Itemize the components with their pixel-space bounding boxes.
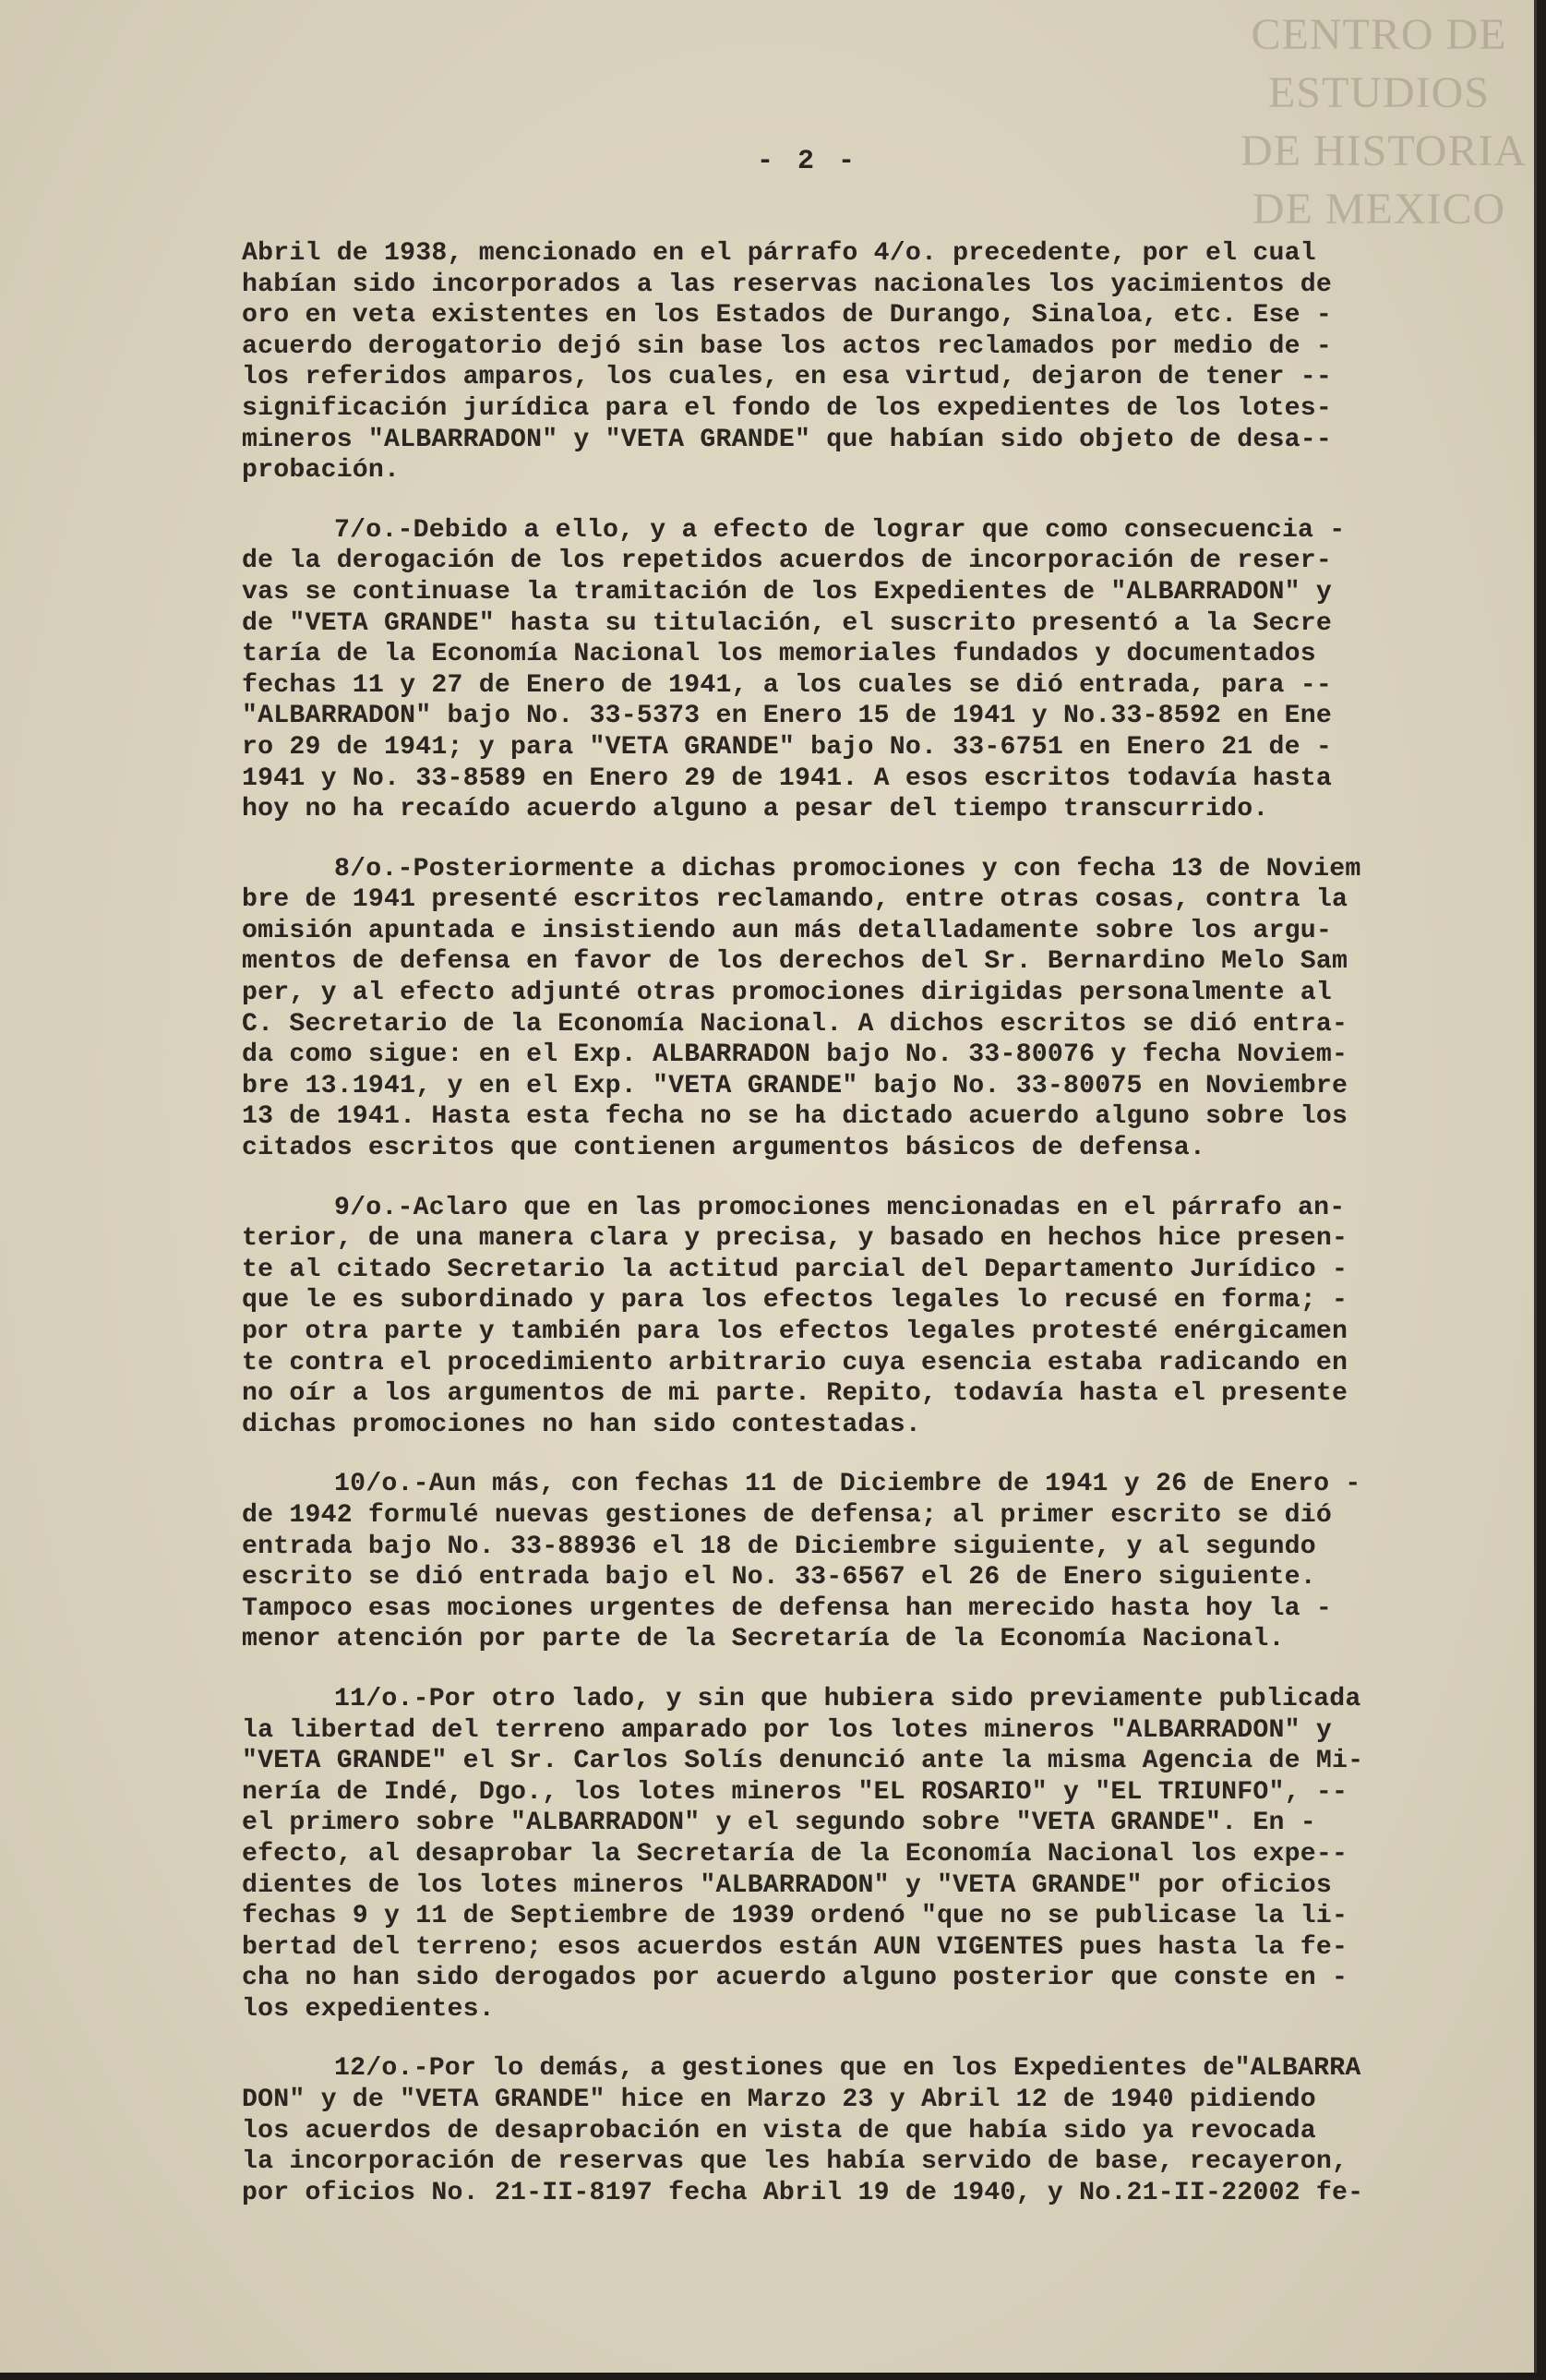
text-line: la libertad del terreno amparado por los lotes mineros "ALBARRADON" y (242, 1715, 1332, 1745)
text-line: 8/o.-Posteriormente a dichas promociones y con fecha 13 de Noviem (334, 854, 1361, 883)
text-line: hoy no ha recaído acuerdo alguno a pesar del tiempo transcurrido. (242, 795, 1269, 824)
text-line: escrito se dió entrada bajo el No. 33-6567 el 26 de Enero siguiente. (242, 1563, 1316, 1593)
text-line: los referidos amparos, los cuales, en esa virtud, dejaron de tener -- (242, 363, 1332, 392)
text-line: los acuerdos de desaprobación en vista de que había sido ya revocada (242, 2116, 1316, 2146)
text-line: "VETA GRANDE" el Sr. Carlos Solís denunció ante la misma Agencia de Mi- (242, 1747, 1364, 1776)
watermark-line: CENTRO DE (1251, 10, 1507, 59)
text-line: C. Secretario de la Economía Nacional. A dichos escritos se dió entra- (242, 1009, 1348, 1039)
text-line: Abril de 1938, mencionado en el párrafo 4/o. precedente, por el cual (242, 239, 1316, 268)
text-line: te al citado Secretario la actitud parcial del Departamento Jurídico - (242, 1255, 1348, 1284)
text-line: 9/o.-Aclaro que en las promociones mencionadas en el párrafo an- (334, 1193, 1346, 1222)
archive-watermark (1240, 0, 1528, 238)
text-line: "ALBARRADON" bajo No. 33-5373 en Enero 15 de 1941 y No.33-8592 en Ene (242, 702, 1332, 731)
text-line: acuerdo derogatorio dejó sin base los actos reclamados por medio de - (242, 331, 1332, 361)
text-line: mineros "ALBARRADON" y "VETA GRANDE" que habían sido objeto de desa-- (242, 425, 1332, 454)
paragraph-2 (242, 515, 1529, 825)
paragraph-1 (242, 238, 1529, 487)
text-line: por otra parte y también para los efectos legales protesté enérgicamen (242, 1317, 1348, 1346)
text-line: los expedientes. (242, 1994, 495, 2024)
text-line: habían sido incorporados a las reservas nacionales los yacimientos de (242, 270, 1332, 299)
text-line: entrada bajo No. 33-88936 el 18 de Diciembre siguiente, y al segundo (242, 1532, 1316, 1561)
text-line: taría de la Economía Nacional los memoriales fundados y documentados (242, 640, 1316, 669)
text-line: no oír a los argumentos de mi parte. Repito, todavía hasta el presente (242, 1379, 1348, 1409)
text-line: te contra el procedimiento arbitrario cuya esencia estaba radicando en (242, 1348, 1348, 1377)
text-line: probación. (242, 456, 401, 486)
text-line: bre 13.1941, y en el Exp. "VETA GRANDE" bajo No. 33-80075 en Noviembre (242, 1071, 1348, 1100)
text-line: 10/o.-Aun más, con fechas 11 de Diciembre de 1941 y 26 de Enero - (334, 1470, 1361, 1499)
text-line: Tampoco esas mociones urgentes de defensa han merecido hasta hoy la - (242, 1593, 1332, 1623)
text-line: 7/o.-Debido a ello, y a efecto de lograr que como consecuencia - (334, 515, 1346, 545)
text-line: fechas 9 y 11 de Septiembre de 1939 ordenó "que no se publicase la li- (242, 1902, 1348, 1931)
text-line: per, y al efecto adjunté otras promociones dirigidas personalmente al (242, 979, 1332, 1008)
watermark-line: DE MEXICO (1252, 185, 1506, 234)
text-line: vas se continuase la tramitación de los Expedientes de "ALBARRADON" y (242, 577, 1332, 607)
text-line: nería de Indé, Dgo., los lotes mineros "EL ROSARIO" y "EL TRIUNFO", -- (242, 1777, 1348, 1807)
text-line: de 1942 formulé nuevas gestiones de defensa; al primer escrito se dió (242, 1500, 1332, 1530)
text-line: fechas 11 y 27 de Enero de 1941, a los cuales se dió entrada, para -- (242, 670, 1332, 700)
text-line: terior, de una manera clara y precisa, y basado en hechos hice presen- (242, 1224, 1348, 1254)
text-line: 12/o.-Por lo demás, a gestiones que en los Expedientes de"ALBARRA (334, 2054, 1361, 2084)
text-line: de "VETA GRANDE" hasta su titulación, el suscrito presentó a la Secre (242, 608, 1332, 638)
text-line: ro 29 de 1941; y para "VETA GRANDE" bajo No. 33-6751 en Enero 21 de - (242, 732, 1332, 762)
page-number: - 2 - (757, 146, 859, 177)
text-line: dientes de los lotes mineros "ALBARRADON" y "VETA GRANDE" por oficios (242, 1870, 1332, 1900)
text-line: da como sigue: en el Exp. ALBARRADON bajo No. 33-80076 y fecha Noviem- (242, 1040, 1348, 1070)
text-line: oro en veta existentes en los Estados de Durango, Sinaloa, etc. Ese - (242, 301, 1332, 331)
watermark-line: ESTUDIOS (1267, 68, 1490, 117)
text-line: 11/o.-Por otro lado, y sin que hubiera sido previamente publicada (334, 1684, 1361, 1713)
text-line: la incorporación de reservas que les había servido de base, recayeron, (242, 2147, 1348, 2177)
text-line: citados escritos que contienen argumentos básicos de defensa. (242, 1134, 1206, 1163)
typed-body (242, 238, 1529, 2237)
text-line: dichas promociones no han sido contestadas. (242, 1410, 921, 1439)
paragraph-4 (242, 1193, 1529, 1441)
text-line: efecto, al desaprobar la Secretaría de la Economía Nacional los expe-- (242, 1839, 1348, 1869)
paragraph-5 (242, 1469, 1529, 1655)
text-line: que le es subordinado y para los efectos legales lo recusé en forma; - (242, 1286, 1348, 1316)
text-line: omisión apuntada e insistiendo aun más detalladamente sobre los argu- (242, 916, 1332, 945)
text-line: mentos de defensa en favor de los derechos del Sr. Bernardino Melo Sam (242, 947, 1348, 977)
paragraph-6 (242, 1684, 1529, 2025)
paragraph-7 (242, 2053, 1529, 2208)
watermark-line: DE HISTORIA (1240, 126, 1528, 175)
text-line: el primero sobre "ALBARRADON" y el segundo sobre "VETA GRANDE". En - (242, 1809, 1316, 1838)
text-line: por oficios No. 21-II-8197 fecha Abril 19 de 1940, y No.21-II-22002 fe- (242, 2178, 1364, 2207)
text-line: cha no han sido derogados por acuerdo alguno posterior que conste en - (242, 1964, 1348, 1993)
text-line: 1941 y No. 33-8589 en Enero 29 de 1941. A esos escritos todavía hasta (242, 763, 1332, 793)
text-line: significación jurídica para el fondo de los expedientes de los lotes- (242, 393, 1332, 423)
paragraph-3 (242, 854, 1529, 1164)
text-line: bertad del terreno; esos acuerdos están AUN VIGENTES pues hasta la fe- (242, 1932, 1348, 1962)
text-line: bre de 1941 presenté escritos reclamando, entre otras cosas, contra la (242, 885, 1348, 915)
text-line: DON" y de "VETA GRANDE" hice en Marzo 23 y Abril 12 de 1940 pidiendo (242, 2086, 1316, 2115)
text-line: menor atención por parte de la Secretaría de la Economía Nacional. (242, 1625, 1285, 1654)
text-line: de la derogación de los repetidos acuerdos de incorporación de reser- (242, 547, 1332, 576)
text-line: 13 de 1941. Hasta esta fecha no se ha dictado acuerdo alguno sobre los (242, 1102, 1348, 1132)
